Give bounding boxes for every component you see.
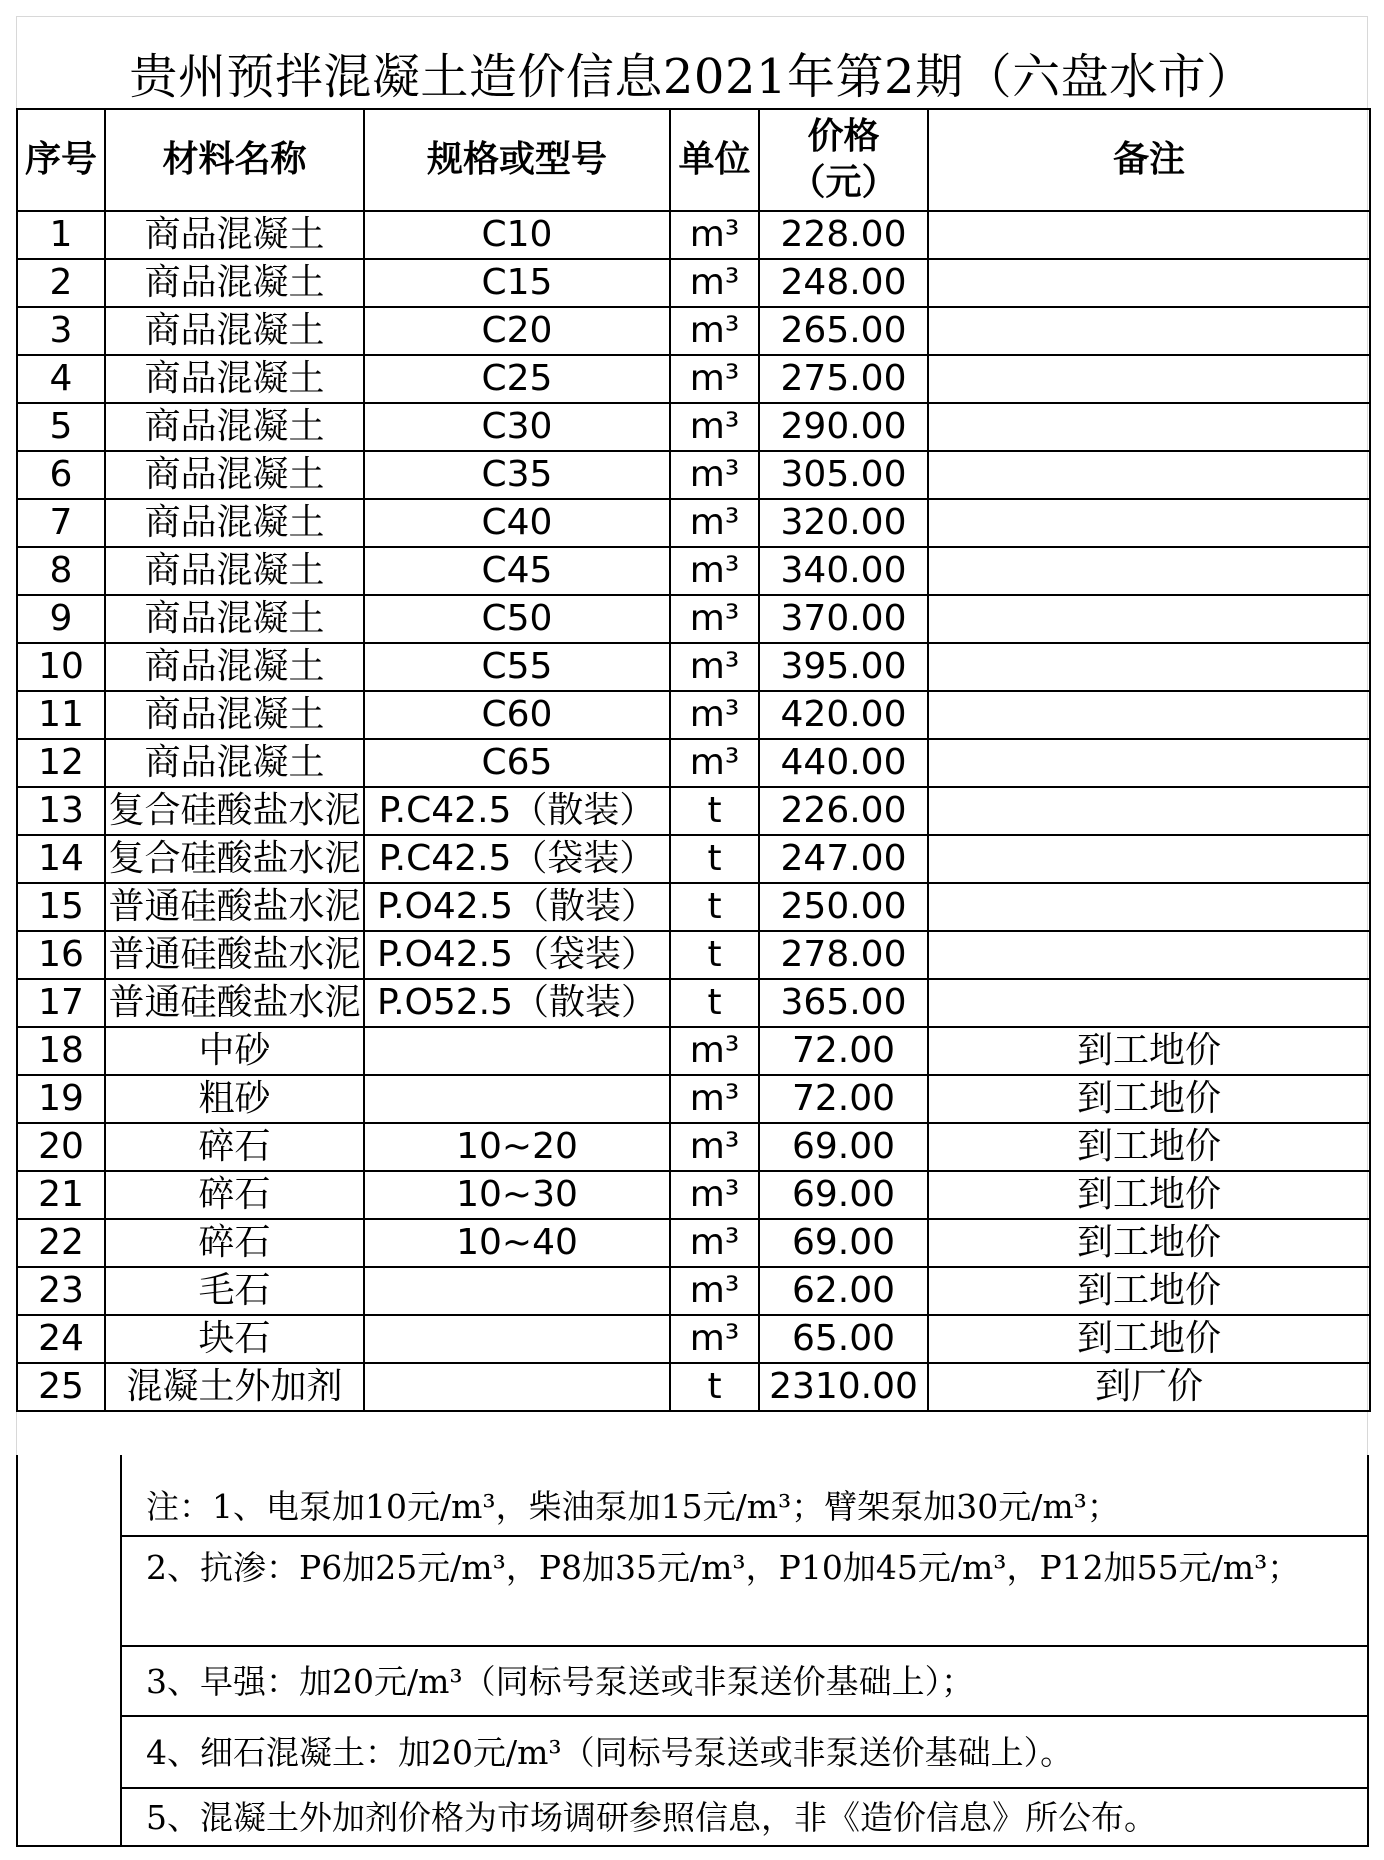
cell-price: 275.00 <box>759 355 928 403</box>
cell-material-name: 商品混凝土 <box>105 259 364 307</box>
cell-remarks <box>928 211 1370 259</box>
cell-seq: 3 <box>17 307 105 355</box>
cell-material-name: 复合硅酸盐水泥 <box>105 787 364 835</box>
cell-material-name: 普通硅酸盐水泥 <box>105 883 364 931</box>
table-row <box>17 451 1370 499</box>
cell-spec: C50 <box>364 595 670 643</box>
cell-remarks <box>928 691 1370 739</box>
cell-price: 69.00 <box>759 1219 928 1267</box>
cell-price: 248.00 <box>759 259 928 307</box>
cell-price: 250.00 <box>759 883 928 931</box>
cell-material-name: 商品混凝土 <box>105 643 364 691</box>
cell-remarks <box>928 547 1370 595</box>
table-row <box>17 1171 1370 1219</box>
header-unit: 单位 <box>670 109 759 211</box>
header-price <box>759 109 928 211</box>
cell-price: 226.00 <box>759 787 928 835</box>
cell-material-name: 块石 <box>105 1315 364 1363</box>
cell-seq: 19 <box>17 1075 105 1123</box>
header-seq: 序号 <box>17 109 105 211</box>
cell-unit: m³ <box>670 1219 759 1267</box>
table-row <box>17 1027 1370 1075</box>
cell-unit: m³ <box>670 259 759 307</box>
cell-spec <box>364 1027 670 1075</box>
cell-unit: m³ <box>670 595 759 643</box>
table-row <box>17 1363 1370 1411</box>
cell-material-name: 商品混凝土 <box>105 691 364 739</box>
table-row <box>17 1075 1370 1123</box>
cell-remarks <box>928 259 1370 307</box>
cell-remarks <box>928 883 1370 931</box>
header-remarks: 备注 <box>928 109 1370 211</box>
cell-seq: 7 <box>17 499 105 547</box>
cell-remarks <box>928 403 1370 451</box>
cell-material-name: 普通硅酸盐水泥 <box>105 931 364 979</box>
cell-spec: P.O42.5（散装） <box>364 883 670 931</box>
cell-unit: m³ <box>670 1075 759 1123</box>
cell-spec: P.C42.5（散装） <box>364 787 670 835</box>
header-price-currency: （元） <box>789 162 898 203</box>
cell-seq: 21 <box>17 1171 105 1219</box>
cell-remarks: 到工地价 <box>928 1171 1370 1219</box>
cell-seq: 6 <box>17 451 105 499</box>
cell-spec: C25 <box>364 355 670 403</box>
cell-seq: 16 <box>17 931 105 979</box>
cell-spec: C20 <box>364 307 670 355</box>
cell-spec: 10~30 <box>364 1171 670 1219</box>
cell-remarks <box>928 499 1370 547</box>
cell-price: 365.00 <box>759 979 928 1027</box>
cell-spec: P.O42.5（袋装） <box>364 931 670 979</box>
cell-unit: m³ <box>670 403 759 451</box>
cell-remarks <box>928 739 1370 787</box>
cell-seq: 17 <box>17 979 105 1027</box>
cell-material-name: 碎石 <box>105 1123 364 1171</box>
cell-unit: m³ <box>670 691 759 739</box>
cell-price: 395.00 <box>759 643 928 691</box>
cell-spec: 10~20 <box>364 1123 670 1171</box>
cell-material-name: 碎石 <box>105 1171 364 1219</box>
cell-price: 305.00 <box>759 451 928 499</box>
note-3: 3、早强：加20元/m³（同标号泵送或非泵送价基础上）； <box>122 1647 1367 1717</box>
header-material-name: 材料名称 <box>105 109 364 211</box>
cell-seq: 22 <box>17 1219 105 1267</box>
cell-unit: m³ <box>670 1027 759 1075</box>
cell-price: 440.00 <box>759 739 928 787</box>
notes-section <box>16 1455 1369 1847</box>
cell-price: 278.00 <box>759 931 928 979</box>
cell-seq: 8 <box>17 547 105 595</box>
cell-seq: 20 <box>17 1123 105 1171</box>
cell-price: 370.00 <box>759 595 928 643</box>
table-header-row <box>17 109 1370 211</box>
cell-spec: C30 <box>364 403 670 451</box>
cell-price: 69.00 <box>759 1171 928 1219</box>
table-row <box>17 1267 1370 1315</box>
cell-material-name: 粗砂 <box>105 1075 364 1123</box>
cell-unit: m³ <box>670 355 759 403</box>
cell-spec: C45 <box>364 547 670 595</box>
cell-remarks <box>928 451 1370 499</box>
table-row <box>17 883 1370 931</box>
table-row <box>17 643 1370 691</box>
table-row <box>17 931 1370 979</box>
cell-remarks <box>928 643 1370 691</box>
cell-remarks <box>928 787 1370 835</box>
cell-remarks: 到工地价 <box>928 1315 1370 1363</box>
cell-unit: m³ <box>670 643 759 691</box>
table-row <box>17 307 1370 355</box>
cell-unit: t <box>670 883 759 931</box>
cell-material-name: 中砂 <box>105 1027 364 1075</box>
cell-unit: m³ <box>670 739 759 787</box>
table-row <box>17 499 1370 547</box>
cell-material-name: 混凝土外加剂 <box>105 1363 364 1411</box>
price-table <box>16 108 1371 1412</box>
cell-remarks <box>928 355 1370 403</box>
cell-price: 62.00 <box>759 1267 928 1315</box>
cell-unit: m³ <box>670 1171 759 1219</box>
cell-spec: P.O52.5（散装） <box>364 979 670 1027</box>
table-row <box>17 259 1370 307</box>
cell-seq: 13 <box>17 787 105 835</box>
cell-spec: C15 <box>364 259 670 307</box>
cell-remarks: 到工地价 <box>928 1219 1370 1267</box>
cell-price: 320.00 <box>759 499 928 547</box>
table-row <box>17 1315 1370 1363</box>
cell-remarks <box>928 835 1370 883</box>
header-price-label: 价格 <box>807 116 880 157</box>
cell-seq: 23 <box>17 1267 105 1315</box>
table-row <box>17 739 1370 787</box>
cell-unit: m³ <box>670 307 759 355</box>
cell-material-name: 商品混凝土 <box>105 595 364 643</box>
cell-spec: C65 <box>364 739 670 787</box>
table-row <box>17 211 1370 259</box>
cell-material-name: 复合硅酸盐水泥 <box>105 835 364 883</box>
cell-price: 228.00 <box>759 211 928 259</box>
cell-spec: C35 <box>364 451 670 499</box>
note-4: 4、细石混凝土：加20元/m³（同标号泵送或非泵送价基础上）。 <box>122 1717 1367 1789</box>
cell-unit: t <box>670 979 759 1027</box>
cell-spec <box>364 1075 670 1123</box>
cell-remarks: 到工地价 <box>928 1123 1370 1171</box>
cell-material-name: 商品混凝土 <box>105 307 364 355</box>
cell-unit: m³ <box>670 547 759 595</box>
table-row <box>17 1219 1370 1267</box>
cell-material-name: 毛石 <box>105 1267 364 1315</box>
cell-price: 420.00 <box>759 691 928 739</box>
cell-seq: 2 <box>17 259 105 307</box>
cell-seq: 15 <box>17 883 105 931</box>
cell-material-name: 商品混凝土 <box>105 739 364 787</box>
table-row <box>17 547 1370 595</box>
cell-material-name: 商品混凝土 <box>105 499 364 547</box>
cell-unit: t <box>670 1363 759 1411</box>
cell-seq: 1 <box>17 211 105 259</box>
cell-remarks <box>928 931 1370 979</box>
cell-seq: 14 <box>17 835 105 883</box>
cell-spec: P.C42.5（袋装） <box>364 835 670 883</box>
cell-remarks <box>928 307 1370 355</box>
table-row <box>17 787 1370 835</box>
cell-seq: 12 <box>17 739 105 787</box>
cell-unit: m³ <box>670 211 759 259</box>
cell-spec: C10 <box>364 211 670 259</box>
cell-seq: 11 <box>17 691 105 739</box>
table-body <box>17 211 1370 1411</box>
table-row <box>17 595 1370 643</box>
cell-unit: t <box>670 835 759 883</box>
cell-remarks <box>928 979 1370 1027</box>
cell-seq: 24 <box>17 1315 105 1363</box>
cell-price: 290.00 <box>759 403 928 451</box>
cell-material-name: 碎石 <box>105 1219 364 1267</box>
cell-unit: t <box>670 787 759 835</box>
header-spec: 规格或型号 <box>364 109 670 211</box>
cell-unit: m³ <box>670 1315 759 1363</box>
cell-material-name: 普通硅酸盐水泥 <box>105 979 364 1027</box>
cell-remarks: 到工地价 <box>928 1075 1370 1123</box>
cell-seq: 5 <box>17 403 105 451</box>
cell-seq: 9 <box>17 595 105 643</box>
cell-price: 72.00 <box>759 1075 928 1123</box>
cell-remarks: 到工地价 <box>928 1027 1370 1075</box>
cell-unit: m³ <box>670 1267 759 1315</box>
cell-unit: t <box>670 931 759 979</box>
cell-spec <box>364 1315 670 1363</box>
cell-spec: 10~40 <box>364 1219 670 1267</box>
table-row <box>17 403 1370 451</box>
table-row <box>17 691 1370 739</box>
cell-unit: m³ <box>670 451 759 499</box>
cell-price: 265.00 <box>759 307 928 355</box>
cell-spec: C60 <box>364 691 670 739</box>
cell-seq: 10 <box>17 643 105 691</box>
cell-material-name: 商品混凝土 <box>105 355 364 403</box>
cell-seq: 18 <box>17 1027 105 1075</box>
note-5: 5、混凝土外加剂价格为市场调研参照信息，非《造价信息》所公布。 <box>146 1798 1157 1837</box>
notes-left-cell <box>18 1455 122 1845</box>
cell-unit: m³ <box>670 499 759 547</box>
cell-seq: 25 <box>17 1363 105 1411</box>
note-2: 2、抗渗：P6加25元/m³，P8加35元/m³，P10加45元/m³，P12加55元/m³； <box>122 1537 1367 1647</box>
cell-spec <box>364 1267 670 1315</box>
table-row <box>17 979 1370 1027</box>
cell-material-name: 商品混凝土 <box>105 211 364 259</box>
cell-remarks: 到厂价 <box>928 1363 1370 1411</box>
table-row <box>17 835 1370 883</box>
cell-price: 2310.00 <box>759 1363 928 1411</box>
table-row <box>17 1123 1370 1171</box>
page-title: 贵州预拌混凝土造价信息2021年第2期（六盘水市） <box>129 49 1255 105</box>
cell-seq: 4 <box>17 355 105 403</box>
cell-spec <box>364 1363 670 1411</box>
cell-remarks: 到工地价 <box>928 1267 1370 1315</box>
cell-material-name: 商品混凝土 <box>105 403 364 451</box>
cell-price: 65.00 <box>759 1315 928 1363</box>
cell-price: 69.00 <box>759 1123 928 1171</box>
cell-price: 72.00 <box>759 1027 928 1075</box>
cell-price: 340.00 <box>759 547 928 595</box>
cell-remarks <box>928 595 1370 643</box>
note-1: 注：1、电泵加10元/m³，柴油泵加15元/m³；臂架泵加30元/m³； <box>122 1455 1367 1537</box>
cell-unit: m³ <box>670 1123 759 1171</box>
cell-spec: C55 <box>364 643 670 691</box>
table-row <box>17 355 1370 403</box>
cell-material-name: 商品混凝土 <box>105 451 364 499</box>
cell-price: 247.00 <box>759 835 928 883</box>
cell-spec: C40 <box>364 499 670 547</box>
cell-material-name: 商品混凝土 <box>105 547 364 595</box>
